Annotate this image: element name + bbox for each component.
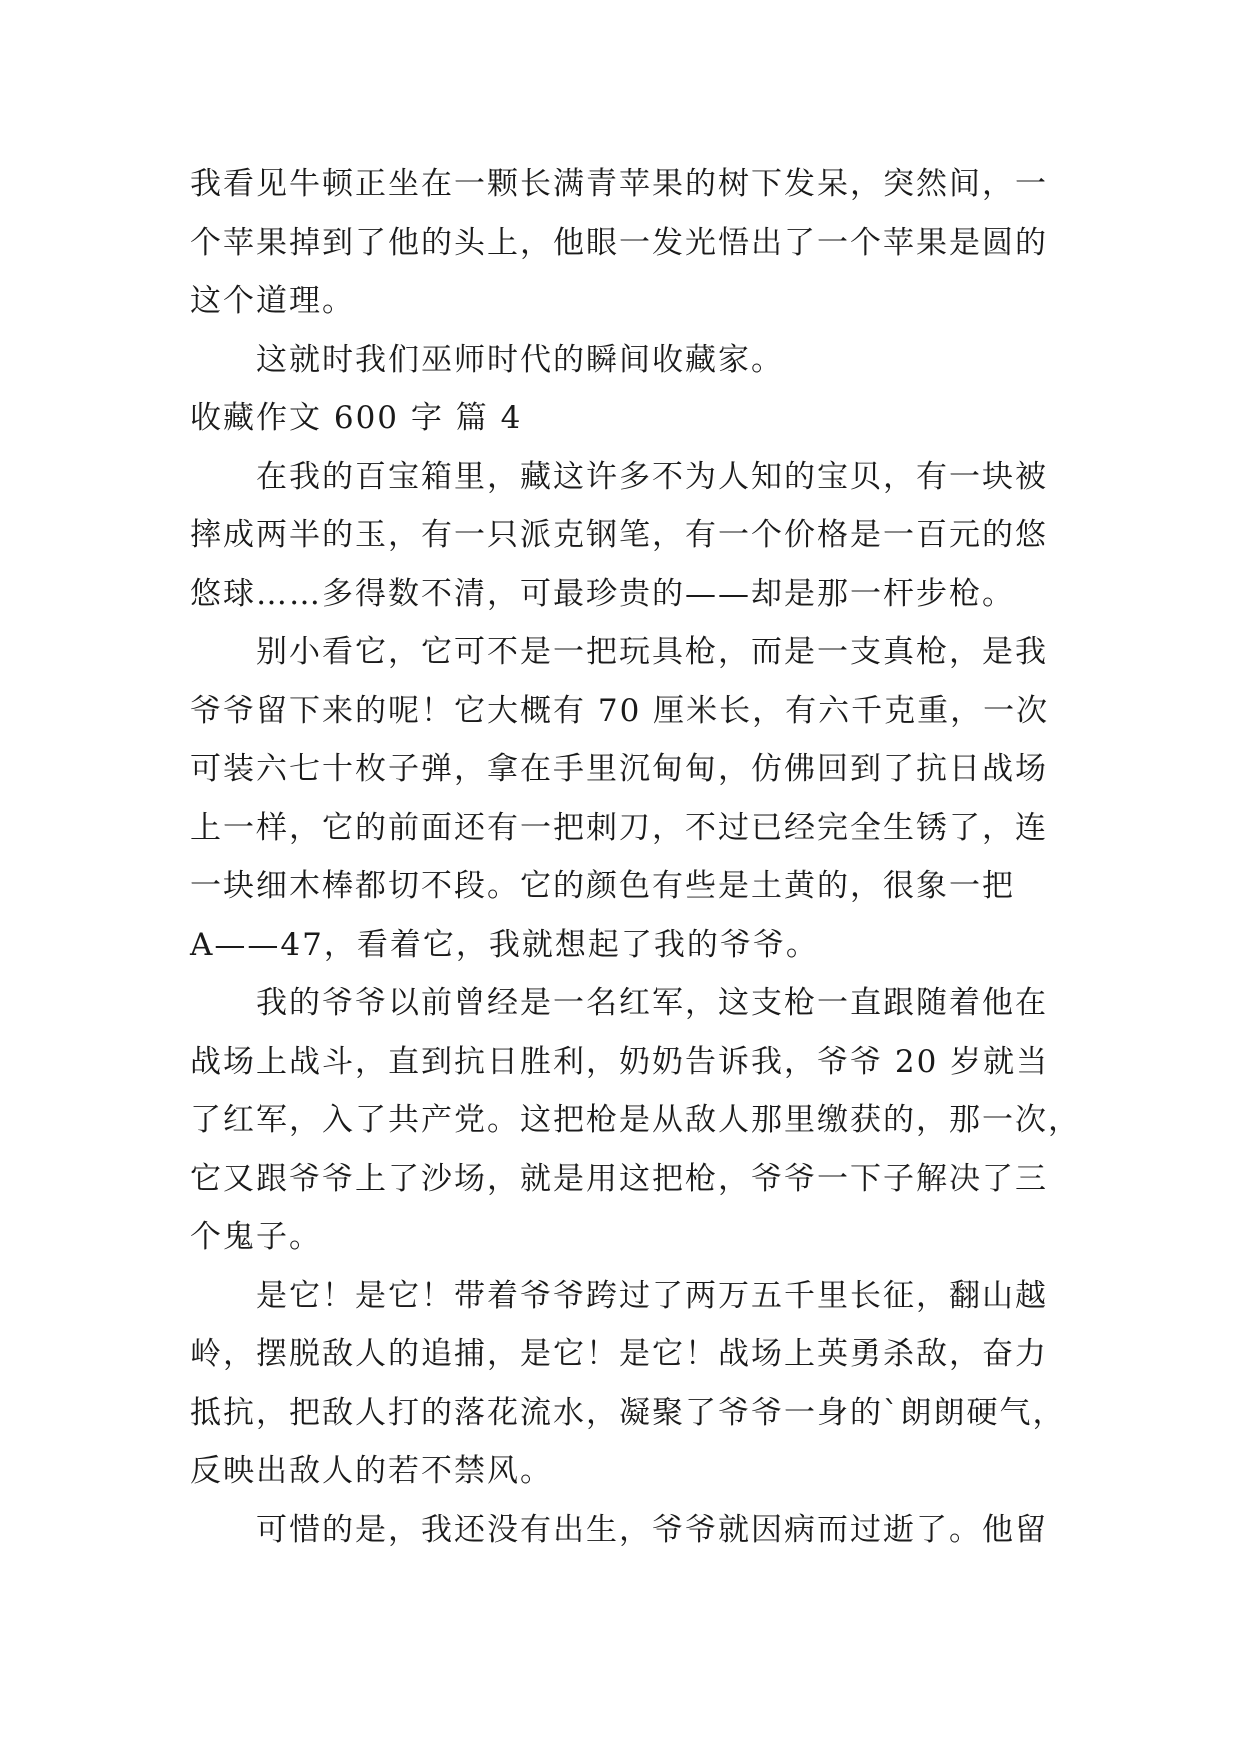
document-body — [190, 155, 1081, 1559]
text-line: 在我的百宝箱里，藏这许多不为人知的宝贝，有一块被 — [256, 458, 1048, 495]
text-line: 了红军，入了共产党。这把枪是从敌人那里缴获的，那一次， — [190, 1102, 1081, 1138]
text-line: 别小看它，它可不是一把玩具枪，而是一支真枪，是我 — [256, 634, 1048, 670]
paragraph-newton — [190, 155, 1060, 331]
text-line: 岭，摆脱敌人的追捕，是它！是它！战场上英勇杀敌，奋力 — [190, 1336, 1048, 1372]
text-line: 我看见牛顿正坐在一颗长满青苹果的树下发呆，突然间，一 — [190, 166, 1048, 202]
paragraph-rifle — [190, 623, 1060, 974]
text-line: 战场上战斗，直到抗日胜利，奶奶告诉我，爷爷 20 岁就当 — [190, 1043, 1050, 1080]
text-line: 爷爷留下来的呢！它大概有 70 厘米长，有六千克重，一次 — [190, 692, 1050, 729]
section-heading: 收藏作文 600 字 篇 4 — [190, 400, 523, 436]
text-line: 这个道理。 — [190, 283, 355, 319]
text-line: 个苹果掉到了他的头上，他眼一发光悟出了一个苹果是圆的 — [190, 224, 1048, 261]
text-line: 是它！是它！带着爷爷跨过了两万五千里长征，翻山越 — [256, 1277, 1048, 1314]
text-line: A——47，看着它，我就想起了我的爷爷。 — [190, 926, 819, 963]
text-line: 可装六七十枚子弹，拿在手里沉甸甸，仿佛回到了抗日战场 — [190, 751, 1048, 787]
text-line: 个鬼子。 — [190, 1219, 322, 1255]
text-line: 悠球……多得数不清，可最珍贵的——却是那一杆步枪。 — [190, 575, 1015, 612]
paragraph-regret — [190, 1501, 1060, 1560]
text-line: 它又跟爷爷上了沙场，就是用这把枪，爷爷一下子解决了三 — [190, 1160, 1048, 1197]
text-line: 这就时我们巫师时代的瞬间收藏家。 — [256, 341, 784, 378]
paragraph-collector — [190, 331, 1060, 390]
text-line: 反映出敌人的若不禁风。 — [190, 1453, 553, 1489]
paragraph-long-march — [190, 1267, 1066, 1501]
paragraph-grandfather — [190, 974, 1081, 1267]
text-line: 抵抗，把敌人打的落花流水，凝聚了爷爷一身的`朗朗硬气， — [190, 1394, 1066, 1431]
text-line: 上一样，它的前面还有一把刺刀，不过已经完全生锈了，连 — [190, 809, 1048, 846]
text-line: 我的爷爷以前曾经是一名红军，这支枪一直跟随着他在 — [256, 985, 1048, 1021]
text-line: 一块细木棒都切不段。它的颜色有些是土黄的，很象一把 — [190, 868, 1015, 904]
text-line: 可惜的是，我还没有出生，爷爷就因病而过逝了。他留 — [256, 1511, 1048, 1548]
text-line: 摔成两半的玉，有一只派克钢笔，有一个价格是一百元的悠 — [190, 517, 1048, 553]
paragraph-treasure-box — [190, 448, 1060, 624]
